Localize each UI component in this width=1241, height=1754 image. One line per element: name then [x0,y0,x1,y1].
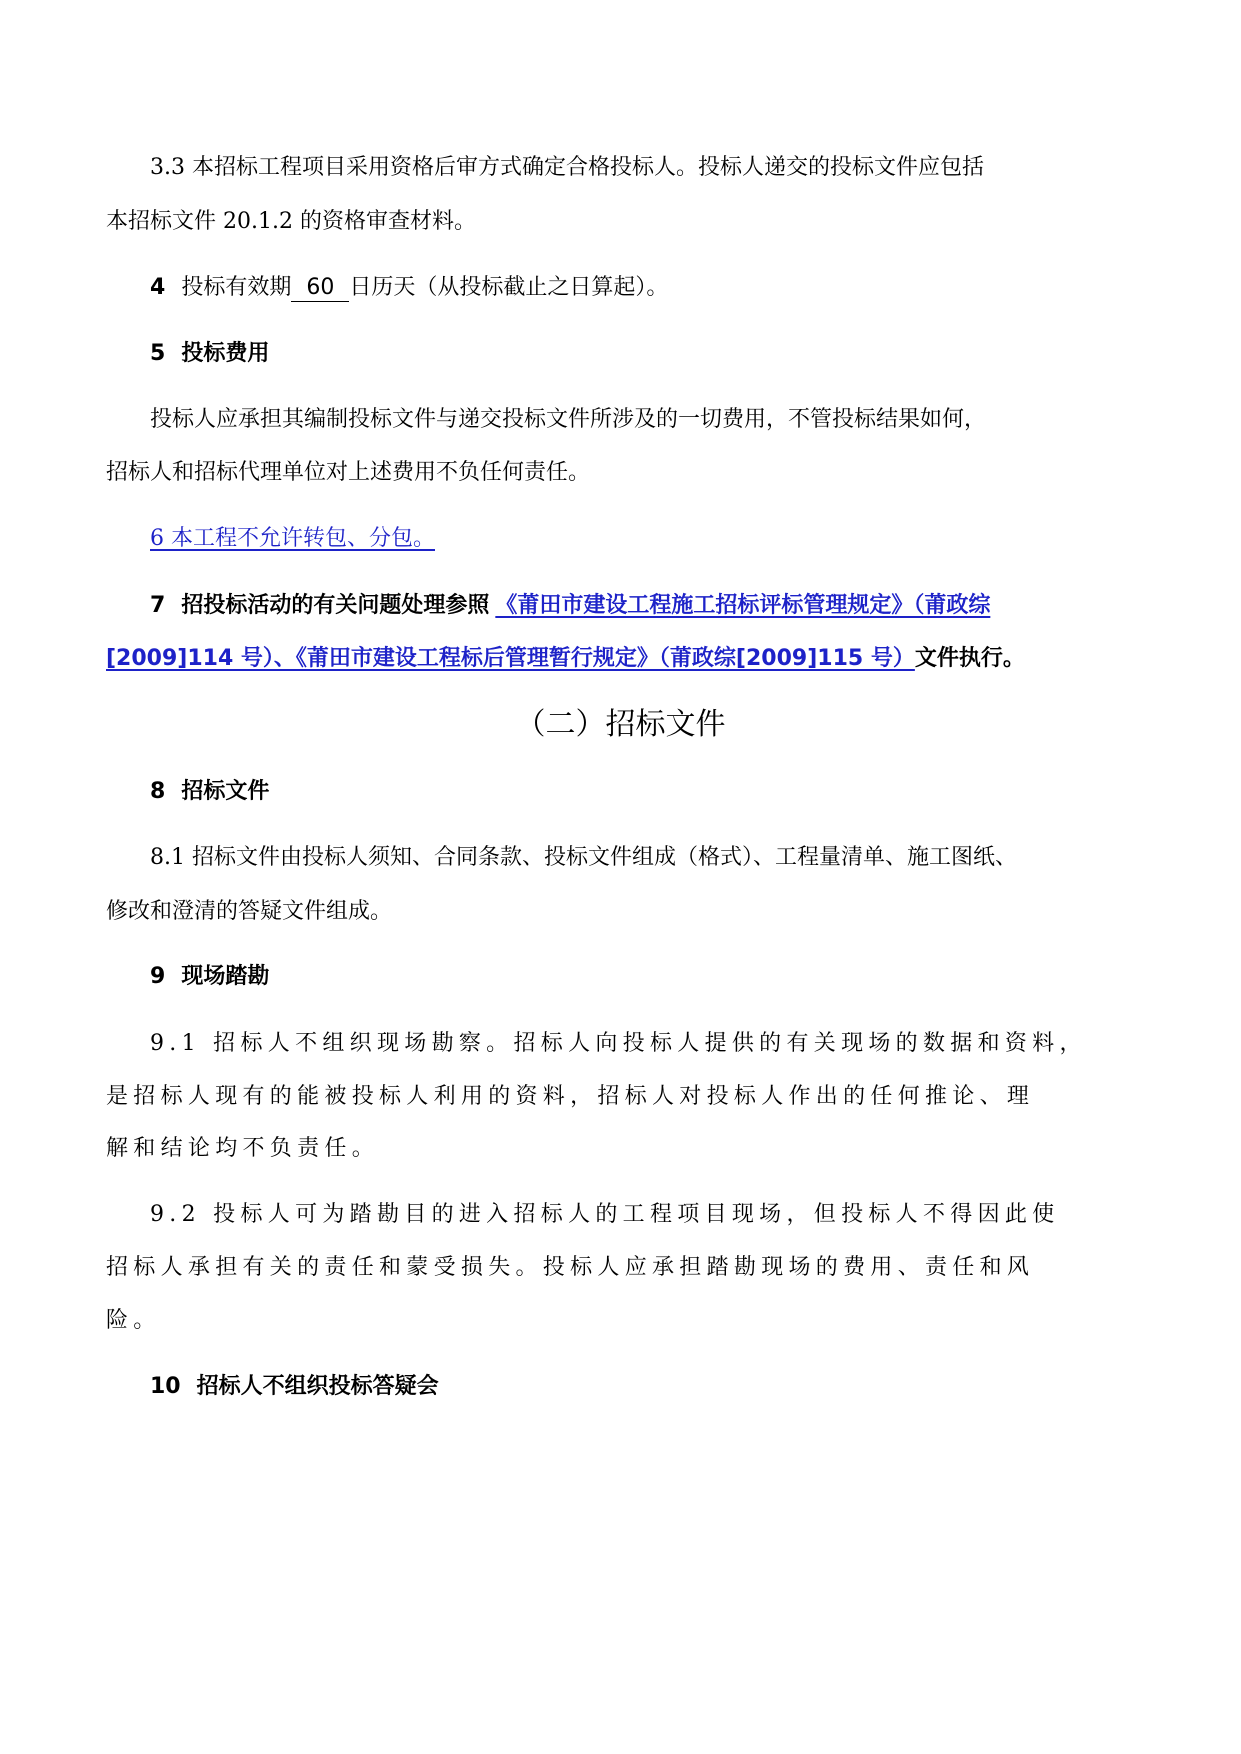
clause-9-number: 9 [150,964,166,989]
regulation-link-1[interactable]: 《莆田市建设工程施工招标评标管理规定》（莆政综 [495,593,991,618]
bid-validity-days: 60 [291,275,349,302]
clause-10-heading [150,1372,439,1402]
clause-5-heading [150,339,269,369]
clause-5-number: 5 [150,341,166,366]
clause-8-title: 招标文件 [181,779,270,804]
clause-9-2-line-1: 9.2 投标人可为踏勘目的进入招标人的工程项目现场，但投标人不得因此使 [150,1202,1060,1227]
clause-8-1-line-2: 修改和澄清的答疑文件组成。 [106,899,393,924]
section-heading: （二）招标文件 [515,707,726,742]
clause-4-after: 日历天（从投标截止之日算起）。 [349,275,669,300]
clause-5-title: 投标费用 [181,341,270,366]
clause-7-line-2 [106,644,1025,674]
clause-4-before: 投标有效期 [181,275,292,300]
clause-5-line-2: 招标人和招标代理单位对上述费用不负任何责任。 [106,460,591,485]
clause-9-1-line-3: 解和结论均不负责任。 [106,1136,380,1161]
regulation-link-2[interactable]: [2009]114 号）、《莆田市建设工程标后管理暂行规定》（莆政综[2009]115 号） [106,646,915,671]
clause-4 [150,273,668,303]
clause-6-link[interactable]: 6 本工程不允许转包、分包。 [150,526,435,551]
clause-9-1-line-1: 9.1 招标人不组织现场勘察。招标人向投标人提供的有关现场的数据和资料， [150,1031,1087,1056]
clause-7-number: 7 [150,593,166,618]
clause-8-heading [150,777,269,807]
clause-10-title: 招标人不组织投标答疑会 [196,1374,439,1399]
clause-9-1-line-2: 是招标人现有的能被投标人利用的资料，招标人对投标人作出的任何推论、理 [106,1084,1035,1109]
clause-5-line-1: 投标人应承担其编制投标文件与递交投标文件所涉及的一切费用，不管投标结果如何， [150,407,987,432]
clause-7-tail: 文件执行。 [914,646,1025,671]
clause-8-number: 8 [150,779,166,804]
clause-9-title: 现场踏勘 [181,964,270,989]
clause-4-number: 4 [150,275,166,300]
clause-7-line-1 [150,591,990,621]
clause-8-1-line-1: 8.1 招标文件由投标人须知、合同条款、投标文件组成（格式）、工程量清单、施工图纸、 [150,845,1017,870]
clause-3-3-line-1: 3.3 本招标工程项目采用资格后审方式确定合格投标人。投标人递交的投标文件应包括 [150,155,984,180]
clause-9-heading [150,962,269,992]
clause-10-number: 10 [150,1374,181,1399]
clause-9-2-line-3: 险。 [106,1308,161,1333]
clause-9-2-line-2: 招标人承担有关的责任和蒙受损失。投标人应承担踏勘现场的费用、责任和风 [106,1255,1035,1280]
clause-3-3-line-2: 本招标文件 20.1.2 的资格审查材料。 [106,209,476,234]
clause-7-lead: 招投标活动的有关问题处理参照 [181,593,490,618]
